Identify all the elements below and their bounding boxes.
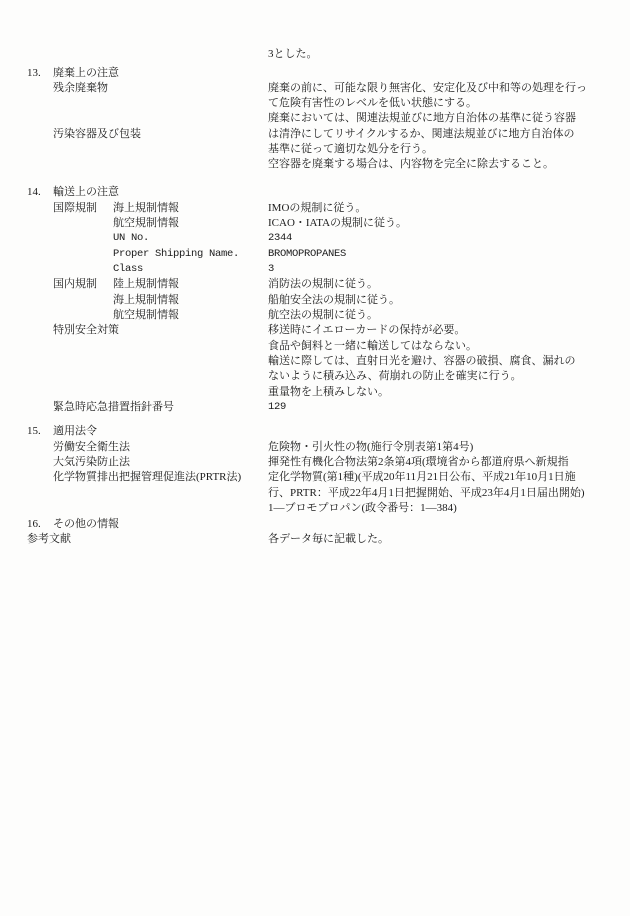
sub-field-label: Class [113, 263, 144, 275]
field-value: ないように積み込み、荷崩れの防止を確実に行う。 [268, 370, 522, 382]
doc-line [0, 308, 630, 324]
doc-line [0, 127, 630, 143]
field-value: ICAO・IATAの規制に従う。 [268, 217, 408, 229]
doc-line [0, 501, 630, 517]
field-value: 基準に従って適切な処分を行う。 [268, 143, 433, 155]
doc-line [0, 455, 630, 471]
doc-line [0, 231, 630, 247]
doc-line [0, 470, 630, 486]
field-value: 空容器を廃棄する場合は、内容物を完全に除去すること。 [268, 158, 554, 170]
doc-line [0, 216, 630, 232]
section-title: 廃棄上の注意 [53, 67, 119, 79]
field-value: 輸送に際しては、直射日光を避け、容器の破損、腐食、漏れの [268, 355, 576, 367]
field-value: 129 [268, 401, 287, 413]
field-value: 揮発性有機化合物法第2条第4項(環境省から都道府県へ新規指 [268, 456, 569, 468]
field-label: 参考文献 [27, 533, 71, 545]
field-value: IMOの規制に従う。 [268, 202, 367, 214]
field-value: 重量物を上積みしない。 [268, 386, 389, 398]
doc-line [0, 277, 630, 293]
field-value: て危険有害性のレベルを低い状態にする。 [268, 97, 477, 109]
field-value: 2344 [268, 232, 293, 244]
doc-line [0, 385, 630, 401]
field-label: 残余廃棄物 [53, 82, 108, 94]
doc-line [0, 293, 630, 309]
section-number: 13. [27, 67, 41, 79]
field-value: BROMOPROPANES [268, 248, 347, 260]
doc-line [0, 369, 630, 385]
field-value: 定化学物質(第1種)(平成20年11月21日公布、平成21年10月1日施 [268, 471, 576, 483]
field-label: 汚染容器及び包装 [53, 128, 141, 140]
doc-line [0, 247, 630, 263]
doc-line [0, 339, 630, 355]
field-label: 国際規制 [53, 202, 97, 214]
doc-line [0, 157, 630, 173]
section-15-heading [0, 424, 630, 440]
field-label: 労働安全衛生法 [53, 441, 130, 453]
section-number: 15. [27, 425, 41, 437]
field-value: 船舶安全法の規制に従う。 [268, 294, 400, 306]
sub-field-label: 航空規制情報 [113, 309, 179, 321]
doc-line [0, 111, 630, 127]
field-label: 緊急時応急措置指針番号 [53, 401, 174, 413]
field-value: 消防法の規制に従う。 [268, 278, 378, 290]
section-title: 適用法令 [53, 425, 97, 437]
field-value: 移送時にイエローカードの保持が必要。 [268, 324, 466, 336]
doc-line [0, 262, 630, 278]
doc-line [0, 47, 630, 63]
section-number: 14. [27, 186, 41, 198]
field-value: 各データ毎に記載した。 [268, 533, 389, 545]
sub-field-label: 陸上規制情報 [113, 278, 179, 290]
field-label: 大気汚染防止法 [53, 456, 130, 468]
field-label: 国内規制 [53, 278, 97, 290]
section-16-heading [0, 517, 630, 533]
sub-field-label: UN No. [113, 232, 150, 244]
field-value: 1―ブロモプロパン(政令番号：1―384) [268, 502, 457, 514]
field-value: 廃棄の前に、可能な限り無害化、安定化及び中和等の処理を行っ [268, 82, 587, 94]
field-value: 航空法の規制に従う。 [268, 309, 378, 321]
field-label: 化学物質排出把握管理促進法(PRTR法) [53, 471, 242, 483]
field-value: 廃棄においては、関連法規並びに地方自治体の基準に従う容器 [268, 112, 576, 124]
field-value: 3 [268, 263, 275, 275]
doc-line [0, 96, 630, 112]
doc-line [0, 142, 630, 158]
section-13-heading [0, 66, 630, 82]
field-value: 行、PRTR：平成22年4月1日把握開始、平成23年4月1日届出開始) [268, 487, 585, 499]
field-value: 危険物・引火性の物(施行令別表第1第4号) [268, 441, 474, 453]
section-title: 輸送上の注意 [53, 186, 119, 198]
doc-line [0, 81, 630, 97]
continuation-text: 3とした。 [268, 48, 318, 60]
doc-line [0, 440, 630, 456]
doc-line [0, 201, 630, 217]
doc-line [0, 323, 630, 339]
doc-line [0, 400, 630, 416]
section-title: その他の情報 [53, 518, 119, 530]
sub-field-label: 航空規制情報 [113, 217, 179, 229]
doc-line [0, 354, 630, 370]
field-value: 食品や飼料と一緒に輸送してはならない。 [268, 340, 477, 352]
field-label: 特別安全対策 [53, 324, 119, 336]
sub-field-label: 海上規制情報 [113, 202, 179, 214]
sub-field-label: Proper Shipping Name. [113, 248, 240, 260]
doc-line [0, 532, 630, 548]
field-value: は清浄にしてリサイクルするか、関連法規並びに地方自治体の [268, 128, 575, 140]
section-14-heading [0, 185, 630, 201]
section-number: 16. [27, 518, 41, 530]
doc-line [0, 486, 630, 502]
sub-field-label: 海上規制情報 [113, 294, 179, 306]
